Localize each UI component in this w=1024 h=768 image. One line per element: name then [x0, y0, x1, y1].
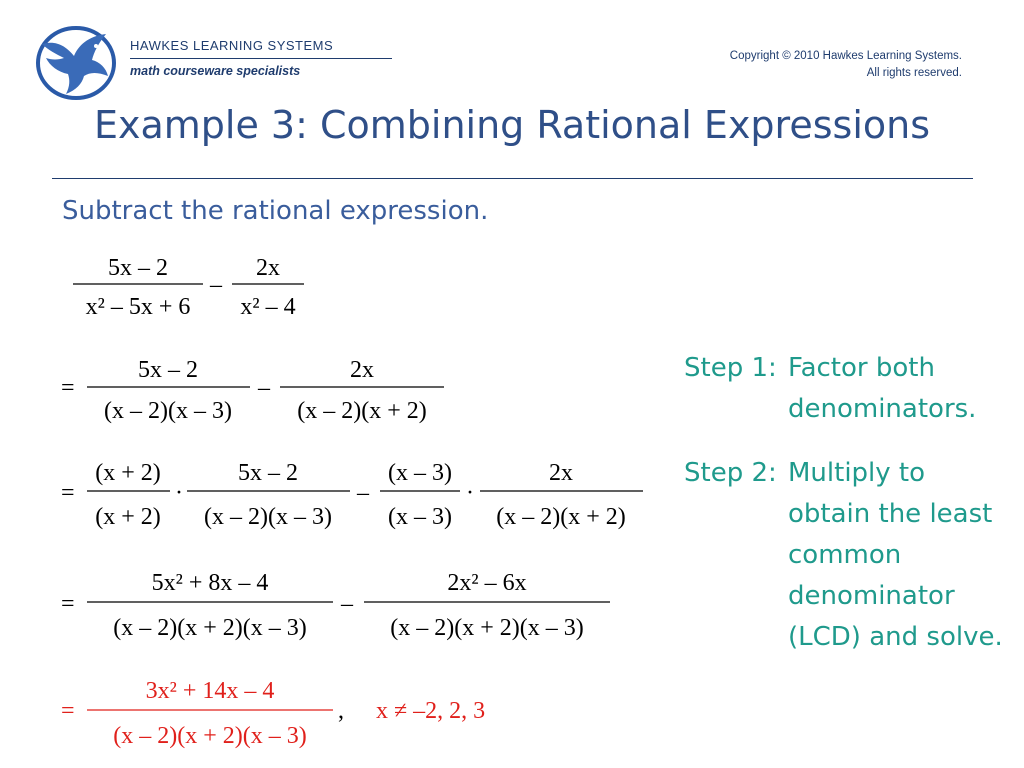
step-2-line-4: denominator [788, 581, 955, 611]
line3-numerator-2: 2x² – 6x [447, 570, 527, 596]
equals-sign: = [61, 591, 75, 617]
line1-numerator-2: 2x [350, 357, 374, 383]
line1-denominator-1: (x – 2)(x – 3) [104, 398, 232, 424]
line2-numerator-1: (x + 2) [95, 460, 161, 486]
step-2-line-1: Multiply to [788, 458, 926, 488]
step-1-line-1: Factor both [788, 353, 935, 383]
final-answer [61, 678, 485, 749]
answer-numerator: 3x² + 14x – 4 [145, 678, 275, 704]
problem-denominator-1: x² – 5x + 6 [85, 294, 191, 320]
minus-operator: – [357, 480, 369, 506]
line3-denominator-2: (x – 2)(x + 2)(x – 3) [390, 615, 584, 641]
copyright-line-2: All rights reserved. [866, 67, 962, 79]
answer-denominator: (x – 2)(x + 2)(x – 3) [113, 723, 307, 749]
domain-restriction: x ≠ –2, 2, 3 [376, 698, 486, 724]
line2-denominator-4: (x – 2)(x + 2) [496, 504, 626, 530]
step-1-line-2: denominators. [788, 394, 977, 424]
equals-sign: = [61, 698, 75, 724]
step-1-label: Step 1: [684, 353, 777, 383]
minus-operator: – [258, 375, 270, 401]
step-2-equation [61, 460, 643, 530]
line2-denominator-3: (x – 3) [388, 504, 452, 530]
line1-numerator-1: 5x – 2 [138, 357, 198, 383]
minus-operator: – [341, 591, 353, 617]
line2-denominator-1: (x + 2) [95, 504, 161, 530]
equals-sign: = [61, 375, 75, 401]
step-3-equation [61, 570, 610, 641]
slide-title: Example 3: Combining Rational Expressions [93, 103, 931, 147]
step-2-label: Step 2: [684, 458, 777, 488]
line2-numerator-4: 2x [549, 460, 573, 486]
line2-numerator-2: 5x – 2 [238, 460, 298, 486]
problem-numerator-2: 2x [256, 255, 280, 281]
line2-numerator-3: (x – 3) [388, 460, 452, 486]
line3-denominator-1: (x – 2)(x + 2)(x – 3) [113, 615, 307, 641]
slide-subtitle: Subtract the rational expression. [62, 196, 489, 226]
brand-tagline: math courseware specialists [130, 64, 301, 78]
line3-numerator-1: 5x² + 8x – 4 [151, 570, 269, 596]
step-1-equation [61, 357, 444, 424]
brand-name: HAWKES LEARNING SYSTEMS [130, 38, 334, 53]
equals-sign: = [61, 480, 75, 506]
problem-numerator-1: 5x – 2 [108, 255, 168, 281]
problem-denominator-2: x² – 4 [240, 294, 296, 320]
step-2-line-5: (LCD) and solve. [788, 622, 1003, 652]
step-2-line-3: common [788, 540, 902, 570]
dot-operator: · [466, 480, 474, 506]
dot-operator: · [175, 480, 183, 506]
minus-operator: – [210, 272, 222, 298]
problem-expression [73, 255, 304, 320]
line1-denominator-2: (x – 2)(x + 2) [297, 398, 427, 424]
step-2-line-2: obtain the least [788, 499, 993, 529]
line2-denominator-2: (x – 2)(x – 3) [204, 504, 332, 530]
copyright-line-1: Copyright © 2010 Hawkes Learning Systems. [729, 50, 962, 62]
comma-separator: , [338, 698, 344, 724]
